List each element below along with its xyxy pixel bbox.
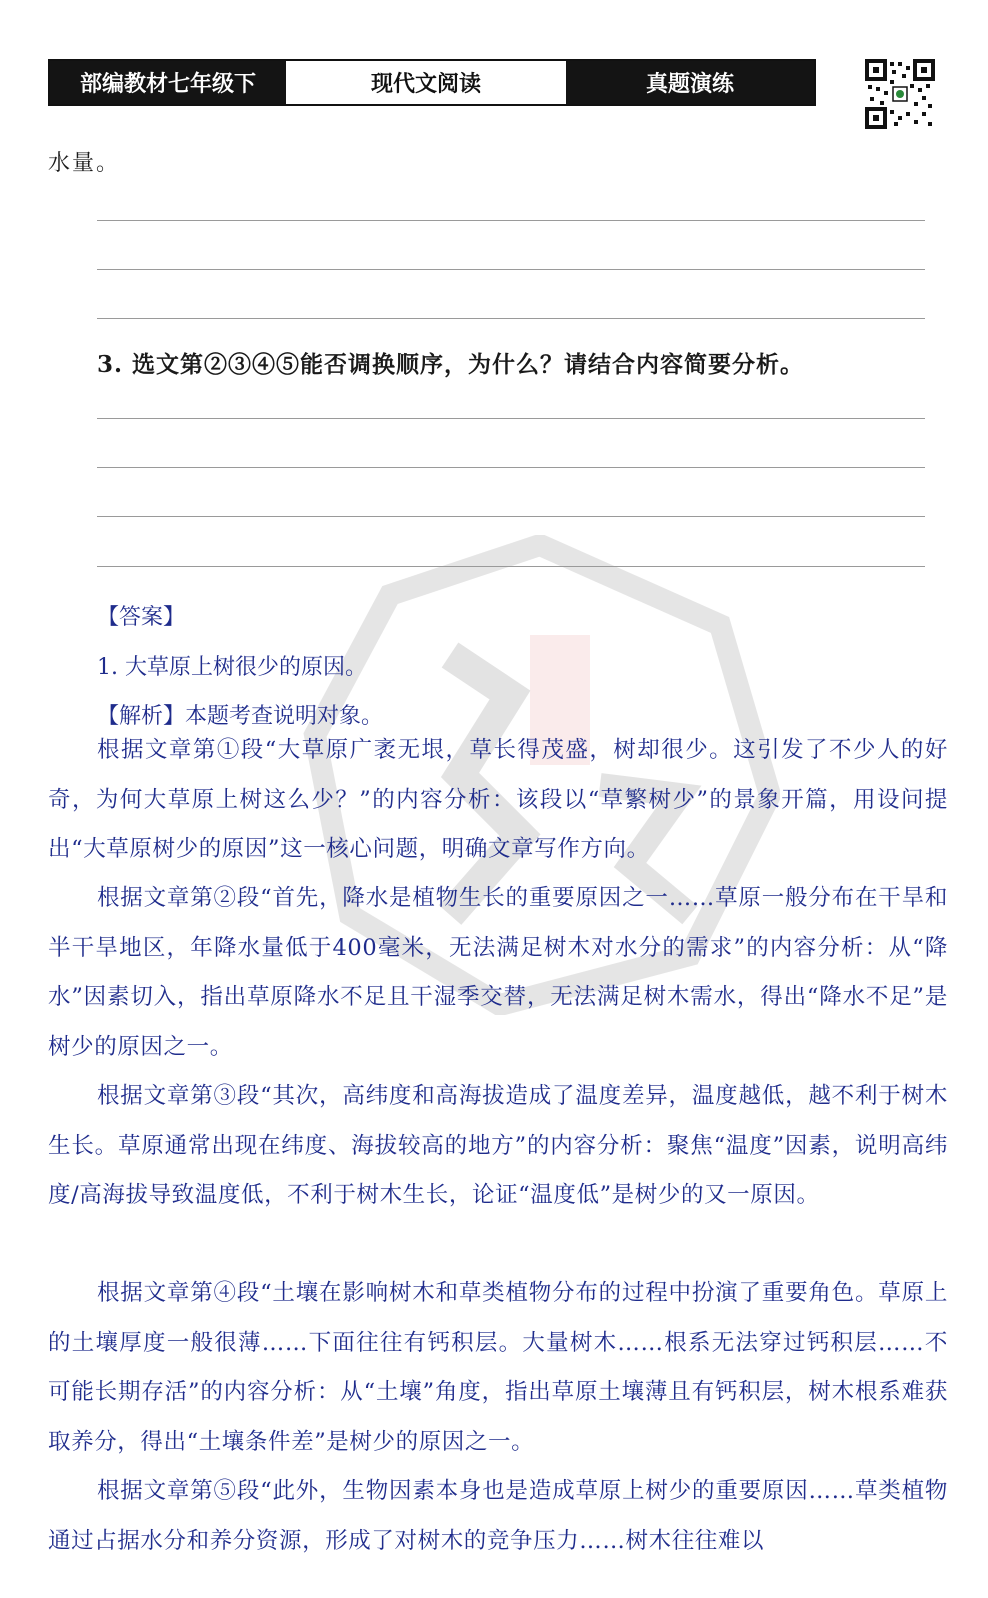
answer-heading: 【答案】 [97, 605, 186, 630]
header-bar [48, 59, 816, 106]
analysis-tag: 【解析】 [97, 704, 186, 729]
header-grade: 部编教材七年级下 [50, 61, 286, 104]
answer-line [97, 220, 925, 221]
answer-line [97, 418, 925, 419]
answer-line [97, 318, 925, 319]
answer-line [97, 467, 925, 468]
header-section: 真题演练 [566, 61, 814, 104]
analysis-paragraph: 根据文章第③段“其次，高纬度和高海拔造成了温度差异，温度越低，越不利于树木生长。草原通常出现在纬度、海拔较高的地方”的内容分析：聚焦“温度”因素，说明高纬度/高海拔导致温度低，不利于树木生长，论证“温度低”是树少的又一原因。 [48, 1083, 948, 1208]
answer-line [97, 566, 925, 567]
analysis-paragraph: 根据文章第①段“大草原广袤无垠，草长得茂盛，树却很少。这引发了不少人的好奇，为何大草原上树这么少？”的内容分析：该段以“草繁树少”的景象开篇，用设问提出“大草原树少的原因”这一核心问题，明确文章写作方向。 [48, 737, 948, 862]
lead-text: 水量。 [48, 151, 121, 176]
question-3: 3. 选文第②③④⑤能否调换顺序，为什么？请结合内容简要分析。 [97, 351, 805, 378]
answer-line [97, 516, 925, 517]
qr-code-icon[interactable] [865, 59, 935, 129]
analysis-paragraph: 根据文章第⑤段“此外，生物因素本身也是造成草原上树少的重要原因……草类植物通过占据水分和养分资源，形成了对树木的竞争压力……树木往往难以 [48, 1478, 948, 1554]
answer-1: 1. 大草原上树很少的原因。 [97, 655, 367, 680]
analysis-paragraph: 根据文章第②段“首先，降水是植物生长的重要原因之一……草原一般分布在干旱和半干旱地区，年降水量低于400毫米，无法满足树木对水分的需求”的内容分析：从“降水”因素切入，指出草原降水不足且干湿季交替，无法满足树木需水，得出“降水不足”是树少的原因之一。 [48, 885, 948, 1060]
analysis-text: 本题考查说明对象。 [185, 704, 384, 729]
answer-line [97, 269, 925, 270]
analysis-paragraph: 根据文章第④段“土壤在影响树木和草类植物分布的过程中扮演了重要角色。草原上的土壤厚度一般很薄……下面往往有钙积层。大量树木……根系无法穿过钙积层……不可能长期存活”的内容分析：从“土壤”角度，指出草原土壤薄且有钙积层，树木根系难获取养分，得出“土壤条件差”是树少的原因之一。 [48, 1280, 948, 1455]
header-topic: 现代文阅读 [286, 61, 566, 104]
